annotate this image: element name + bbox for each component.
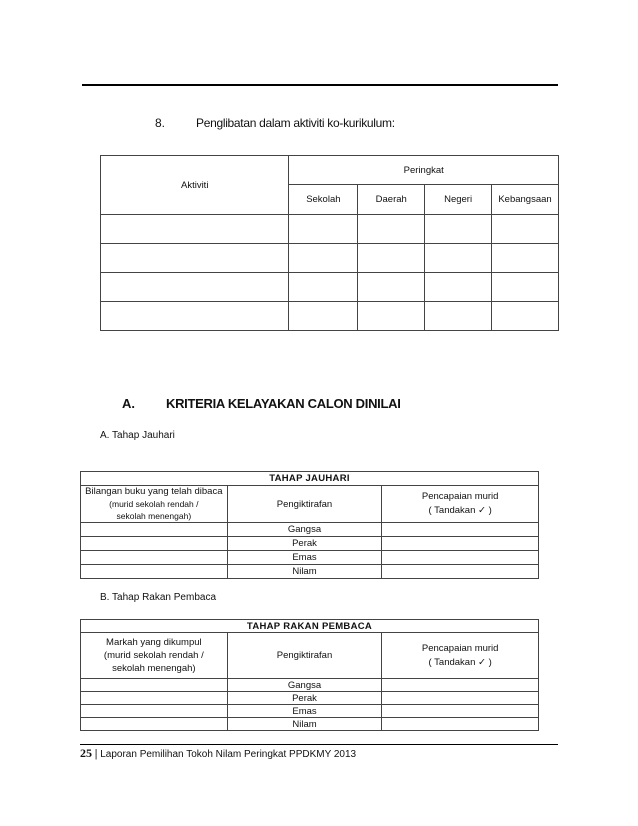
award-nilam: Nilam — [227, 718, 382, 731]
table-row — [81, 565, 539, 579]
table-row — [101, 302, 559, 331]
level-negeri: Negeri — [425, 185, 492, 215]
rakan-col-achievement: Pencapaian murid ( Tandakan ✓ ) — [382, 633, 539, 679]
table-row — [81, 705, 539, 718]
award-emas: Emas — [227, 705, 382, 718]
top-rule — [82, 84, 558, 86]
award-gangsa: Gangsa — [227, 679, 382, 692]
table-row — [101, 215, 559, 244]
rakan-col-recognition: Pengiktirafan — [227, 633, 382, 679]
section-a-title: KRITERIA KELAYAKAN CALON DINILAI — [166, 396, 401, 411]
jauhari-col-recognition: Pengiktirafan — [227, 486, 382, 523]
level-sekolah: Sekolah — [289, 185, 358, 215]
page-footer — [80, 746, 356, 761]
activity-table — [100, 155, 559, 331]
table-row — [81, 718, 539, 731]
section-8-title: Penglibatan dalam aktiviti ko-kurikulum: — [196, 116, 395, 130]
level-daerah: Daerah — [358, 185, 425, 215]
rakan-col-marks: Markah yang dikumpul (murid sekolah rendah / sekolah menengah) — [81, 633, 228, 679]
table-row — [81, 692, 539, 705]
table-row — [81, 679, 539, 692]
jauhari-col-achievement: Pencapaian murid ( Tandakan ✓ ) — [382, 486, 539, 523]
section-8-number: 8. — [155, 116, 166, 130]
level-header: Peringkat — [289, 156, 559, 185]
award-nilam: Nilam — [227, 565, 382, 579]
rakan-table — [80, 619, 539, 731]
award-perak: Perak — [227, 692, 382, 705]
table-row — [81, 523, 539, 537]
jauhari-header: TAHAP JAUHARI — [81, 472, 539, 486]
table-row — [101, 273, 559, 302]
footer-text: Laporan Pemilihan Tokoh Nilam Peringkat PPDKMY 2013 — [100, 749, 357, 760]
footer-rule — [80, 744, 558, 745]
table-row — [81, 537, 539, 551]
award-emas: Emas — [227, 551, 382, 565]
award-perak: Perak — [227, 537, 382, 551]
page-number: 25 — [80, 746, 92, 760]
jauhari-table — [80, 471, 539, 579]
rakan-subtitle: B. Tahap Rakan Pembaca — [100, 592, 217, 603]
table-row — [81, 551, 539, 565]
jauhari-subtitle: A. Tahap Jauhari — [100, 430, 175, 441]
table-row — [101, 244, 559, 273]
award-gangsa: Gangsa — [227, 523, 382, 537]
level-kebangsaan: Kebangsaan — [492, 185, 559, 215]
jauhari-col-books: Bilangan buku yang telah dibaca (murid sekolah rendah / sekolah menengah) — [81, 486, 228, 523]
section-a-letter: A. — [122, 396, 135, 411]
rakan-header: TAHAP RAKAN PEMBACA — [81, 620, 539, 633]
footer-separator: | — [94, 746, 98, 760]
activity-header: Aktiviti — [101, 156, 289, 215]
